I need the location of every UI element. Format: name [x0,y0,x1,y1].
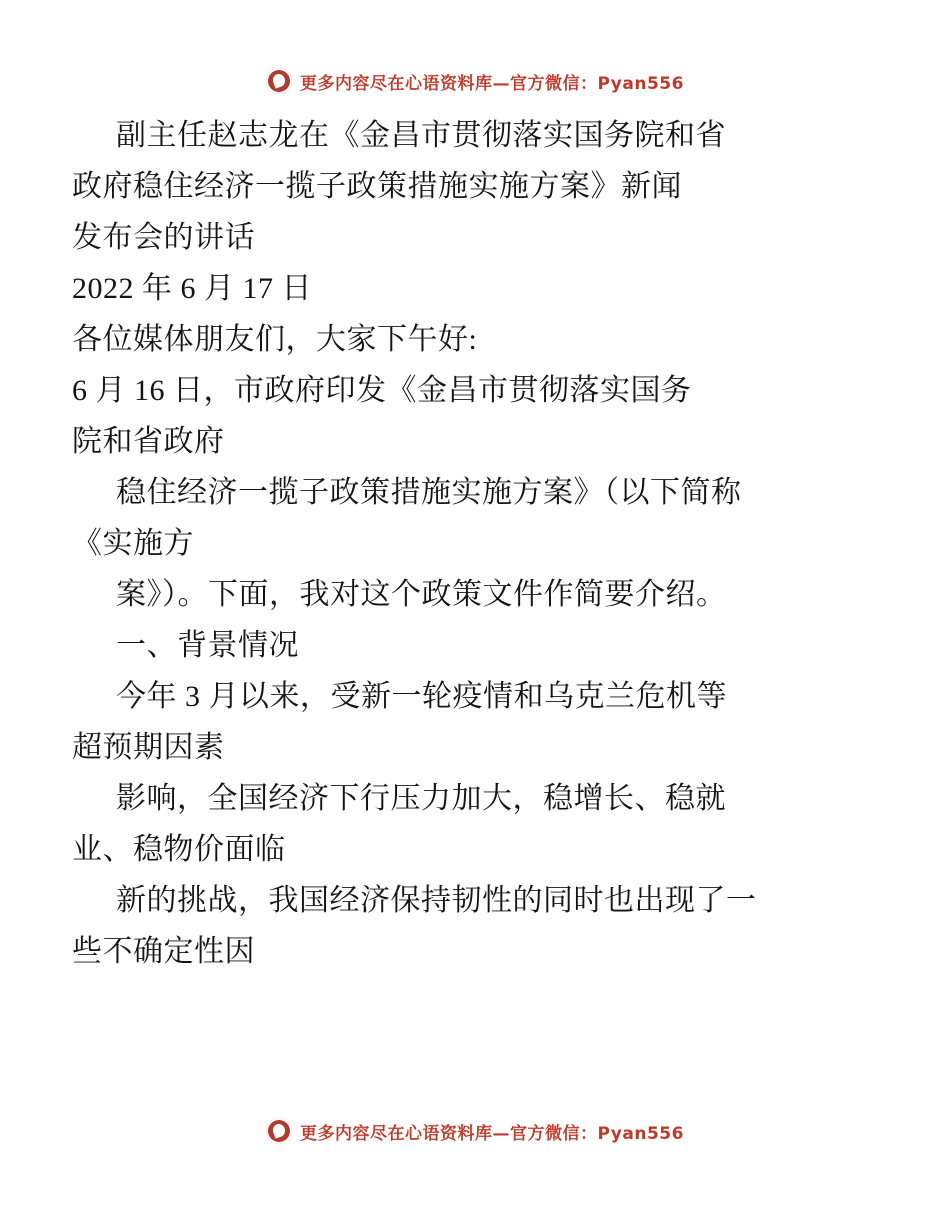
watermark-bottom [0,1118,950,1144]
document-line: 影响，全国经济下行压力加大，稳增长、稳就 [116,782,726,815]
document-line: 发布会的讲话 [72,221,255,254]
document-line: 新的挑战，我国经济保持韧性的同时也出现了一 [116,884,757,917]
droplet-logo-icon [266,68,292,94]
document-line: 《实施方 [72,527,194,560]
document-line: 6 月 16 日，市政府印发《金昌市贯彻落实国务 [72,374,692,407]
document-line: 超预期因素 [72,731,225,764]
document-text-body [0,110,950,977]
document-line: 案》）。下面，我对这个政策文件作简要介绍。 [116,578,727,611]
watermark-text: 更多内容尽在心语资料库—官方微信：Pyan556 [300,73,684,94]
watermark-top [0,68,950,94]
document-line: 业、稳物价面临 [72,833,286,866]
document-line: 政府稳住经济一揽子政策措施实施方案》新闻 [72,170,682,203]
watermark-text: 更多内容尽在心语资料库—官方微信：Pyan556 [300,1123,684,1144]
document-line: 今年 3 月以来，受新一轮疫情和乌克兰危机等 [116,680,727,713]
document-line: 一、背景情况 [116,629,299,662]
document-line: 各位媒体朋友们，大家下午好: [72,323,478,356]
document-line: 2022 年 6 月 17 日 [72,272,312,305]
document-line: 些不确定性因 [72,935,255,968]
document-line: 稳住经济一揽子政策措施实施方案》（以下简称 [116,476,742,509]
document-line: 副主任赵志龙在《金昌市贯彻落实国务院和省 [116,119,726,152]
droplet-logo-icon [266,1118,292,1144]
document-line: 院和省政府 [72,425,225,458]
